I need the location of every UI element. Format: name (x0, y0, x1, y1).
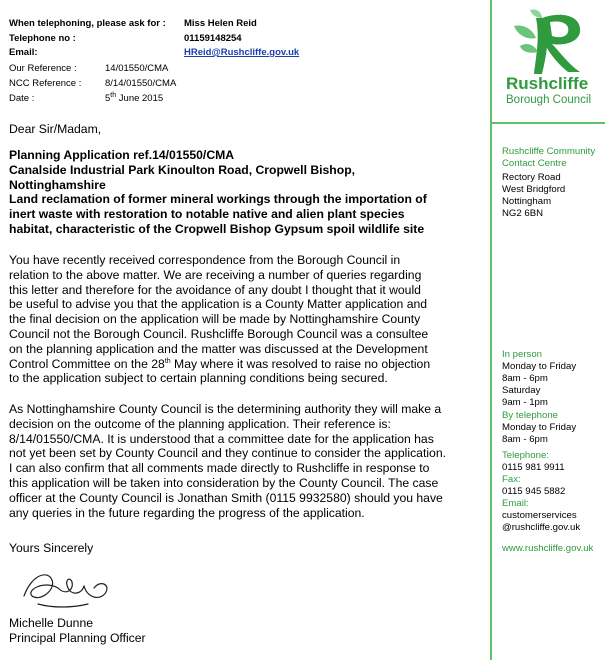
signature-icon (18, 566, 128, 612)
telephone-side-value: 0115 981 9911 (502, 462, 565, 473)
website-link[interactable]: www.rushcliffe.gov.uk (502, 543, 594, 554)
rushcliffe-logo-icon (506, 6, 592, 78)
contact-centre-title: Rushcliffe Community Contact Centre (502, 146, 596, 169)
ncc-reference-label: NCC Reference : (9, 78, 82, 89)
our-reference-label: Our Reference : (9, 63, 77, 74)
fax-label: Fax: (502, 474, 521, 485)
fax-value: 0115 945 5882 (502, 486, 566, 497)
logo-divider (490, 122, 605, 124)
telephone-value: 01159148254 (184, 33, 242, 44)
signer-title: Principal Planning Officer (9, 631, 146, 645)
date-value: 5th June 2015 (105, 91, 164, 104)
salutation: Dear Sir/Madam, (9, 122, 102, 136)
subject-heading: Planning Application ref.14/01550/CMA Canalside Industrial Park Kinoulton Road, Cropwell Bishop, Nottinghamshire Land reclamation of former mineral workings through the importation of inert waste with restoration to notable native and alien plant species habitat, characteristic of the Cropwell Bishop Gypsum spoil wildlife site (9, 148, 427, 236)
logo-name: Rushcliffe (506, 74, 589, 93)
by-telephone-title: By telephone (502, 410, 559, 421)
telephone-side-label: Telephone: (502, 450, 549, 461)
in-person-hours: Monday to Friday 8am - 6pm Saturday 9am - 1pm (502, 361, 577, 408)
in-person-title: In person (502, 349, 543, 360)
closing: Yours Sincerely (9, 541, 94, 555)
ncc-reference-value: 8/14/01550/CMA (105, 78, 177, 89)
contact-centre-address: Rectory Road West Bridgford Nottingham NG2 6BN (502, 172, 566, 219)
sidebar-divider (490, 0, 492, 660)
paragraph-1: You have recently received correspondence from the Borough Council in relation to the above matter. We are receiving a number of queries regarding this letter and therefore for the avoidance of any doubt I thought that it would be useful to advise you that the application is a County Matter application and the final decision on the application will be made by Nottinghamshire County Council not the Borough Council. Rushcliffe Borough Council was a consultee on the planning application and the matter was discussed at the Development Control Committee on the 28th May where it was resolved to raise no objection to the application subject to certain planning conditions being secured. (9, 253, 431, 386)
paragraph-2: As Nottinghamshire County Council is the determining authority they will make a decision on the outcome of the planning application. Their reference is: 8/14/01550/CMA. It is understood that a committee date for the application has not yet been set by County Council and they continue to consider the application. I can also confirm that all comments made directly to Rushcliffe in response to this application will be taken into consideration by the County Council. The case officer at the County Council is Jonathan Smith (0115 9932580) should you have any queries in the future regarding the progress of the application. (9, 402, 447, 520)
logo-subtitle: Borough Council (506, 94, 592, 106)
email-link[interactable]: HReid@Rushcliffe.gov.uk (184, 47, 300, 58)
signer-name: Michelle Dunne (9, 616, 94, 630)
email-side-value: customerservices @rushcliffe.gov.uk (502, 510, 581, 533)
telephone-label: Telephone no : (9, 33, 76, 44)
email-side-label: Email: (502, 498, 529, 509)
email-label: Email: (9, 47, 38, 58)
date-label: Date : (9, 93, 35, 104)
telephoning-label: When telephoning, please ask for : (9, 18, 166, 29)
by-telephone-hours: Monday to Friday 8am - 6pm (502, 422, 577, 445)
our-reference-value: 14/01550/CMA (105, 63, 169, 74)
contact-name: Miss Helen Reid (184, 18, 257, 29)
